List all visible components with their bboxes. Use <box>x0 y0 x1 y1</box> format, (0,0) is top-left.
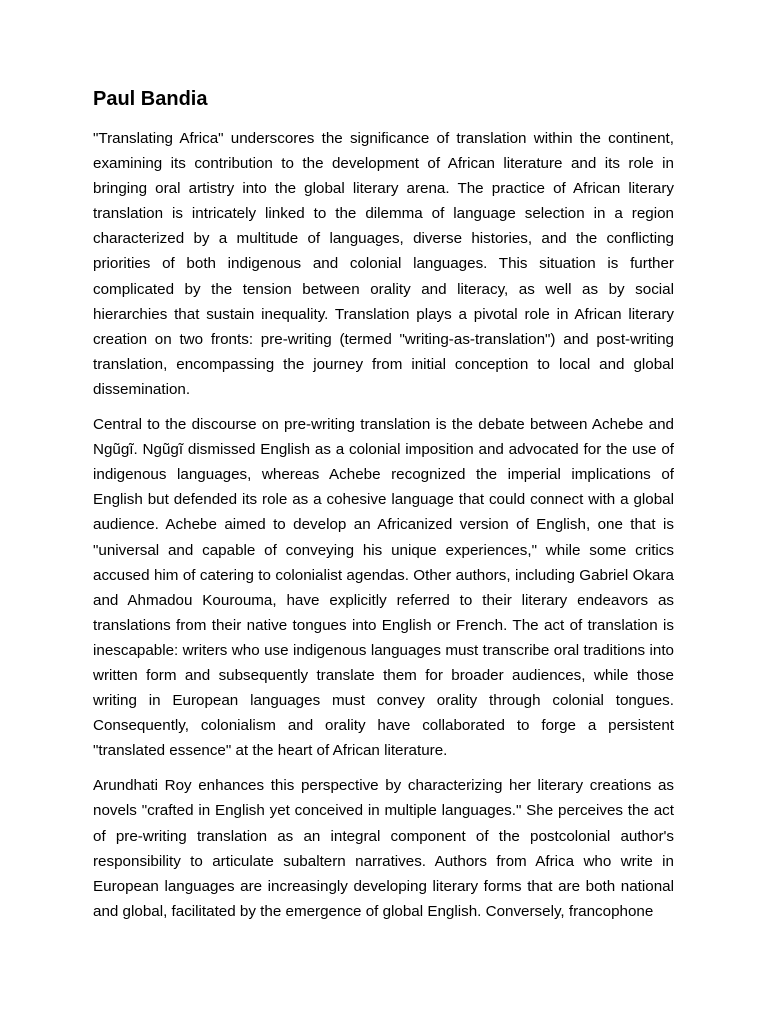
document-body <box>93 126 674 934</box>
paragraph-3: Arundhati Roy enhances this perspective by characterizing her literary creations as novels "crafted in English yet conceived in multiple languages." She perceives the act of pre-writing translation as an integral component of the postcolonial author's responsibility to articulate subaltern narratives. Authors from Africa who write in European languages are increasingly developing literary forms that are both national and global, facilitated by the emergence of global English. Conversely, francophone <box>93 777 674 920</box>
page-title: Paul Bandia <box>93 88 208 110</box>
paragraph-2: Central to the discourse on pre-writing translation is the debate between Achebe and Ngũgĩ. Ngũgĩ dismissed English as a colonial imposition and advocated for the use of indigenous languages, whereas Achebe recognized the imperial implications of English but defended its role as a cohesive language that could connect with a global audience. Achebe aimed to develop an Africanized version of English, one that is "universal and capable of conveying his unique experiences," while some critics accused him of catering to colonialist agendas. Other authors, including Gabriel Okara and Ahmadou Kourouma, have explicitly referred to their literary endeavors as translations from their native tongues into English or French. The act of translation is inescapable: writers who use indigenous languages must transcribe oral traditions into written form and subsequently translate them for broader audiences, while those writing in European languages must convey orality through colonial tongues. Consequently, colonialism and orality have collaborated to forge a persistent "translated essence" at the heart of African literature. <box>93 416 674 760</box>
paragraph-1: "Translating Africa" underscores the significance of translation within the continent, examining its contribution to the development of African literature and its role in bringing oral artistry into the global literary arena. The practice of African literary translation is intricately linked to the dilemma of language selection in a region characterized by a multitude of languages, diverse histories, and the conflicting priorities of both indigenous and colonial languages. This situation is further complicated by the tension between orality and literacy, as well as by social hierarchies that sustain inequality. Translation plays a pivotal role in African literary creation on two fronts: pre-writing (termed "writing-as-translation") and post-writing translation, encompassing the journey from initial conception to local and global dissemination. <box>93 130 674 398</box>
